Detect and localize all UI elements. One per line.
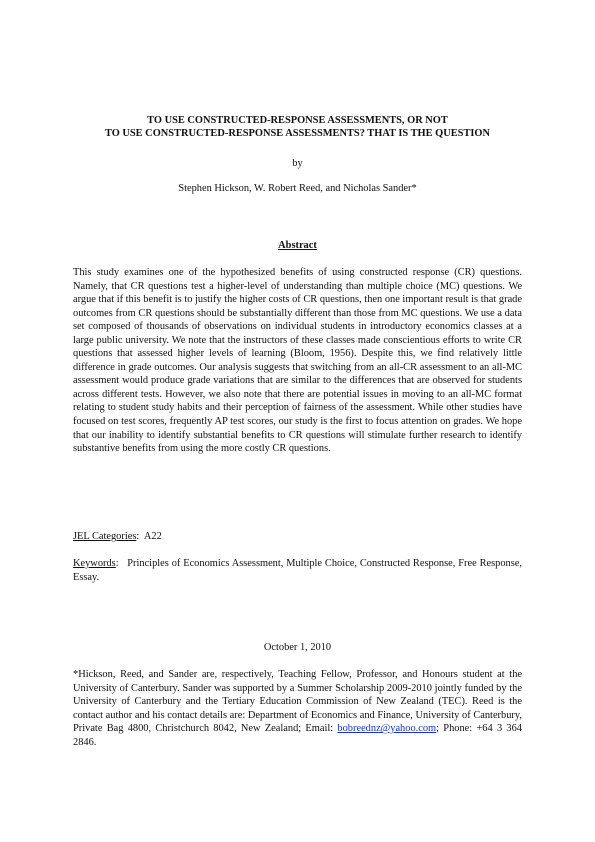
footnote-text: *Hickson, Reed, and Sander are, respectively, Teaching Fellow, Professor, and Honours student at the University of Canterbury. Sander was supported by a Summer Scholarship 2009-2010 jointly funded by the University of Canterbury and the Tertiary Education Commission of New Zealand (TEC). Reed is the contact author and his contact details are: Department of Economics and Finance, University of Canterbury, Private Bag 4800, Christchurch 8042, New Zealand; Email: (73, 669, 522, 735)
byline-by: by (292, 158, 303, 169)
paper-date: October 1, 2010 (263, 642, 332, 653)
keywords: Keywords: Principles of Economics Assessment, Multiple Choice, Constructed Response, Free Response, Essay. (73, 558, 522, 583)
jel-label: JEL Categories (73, 531, 137, 542)
jel-value: A22 (143, 531, 162, 542)
title-line-1: TO USE CONSTRUCTED-RESPONSE ASSESSMENTS, OR NOT (147, 115, 448, 126)
author-list: Stephen Hickson, W. Robert Reed, and Nicholas Sander* (178, 183, 417, 194)
author-footnote (73, 668, 522, 749)
keywords-label: Keywords (73, 558, 116, 569)
abstract-heading: Abstract (278, 240, 317, 251)
jel-categories: JEL Categories: A22 (73, 531, 162, 542)
abstract-text: This study examines one of the hypothesized benefits of using constructed response (CR) questions. Namely, that CR questions test a higher-level of understanding than multiple choice (MC) questions. We argue that if this benefit is to justify the higher costs of CR questions, then one important result is that grade outcomes from CR questions should be substantially different than those from MC questions. We use a data set composed of thousands of observations on individual students in introductory economics classes at a large public university. We note that the instructors of these classes made conscientious efforts to write CR questions that assessed higher levels of learning (Bloom, 1956). Despite this, we find relatively little difference in grade outcomes. Our analysis suggests that switching from an all-CR assessment to an all-MC assessment would produce grade variations that are similar to the differences that are observed for students across different tests. However, we also note that there are potential issues in moving to an all-MC format relating to student study habits and their perception of fairness of the assessment. While other studies have focused on test scores, frequently AP test scores, our study is the first to focus attention on grades. We hope that our inability to identify substantial benefits to CR questions will stimulate further research to identify substantive benefits from using the more costly CR questions. (73, 267, 522, 455)
footnote-phone: ; Phone: +64 3 364 2846. (73, 723, 522, 748)
keywords-value: Principles of Economics Assessment, Multiple Choice, Constructed Response, Free Response, Essay. (73, 558, 522, 583)
paper-title (40, 114, 555, 140)
title-line-2: TO USE CONSTRUCTED-RESPONSE ASSESSMENTS? THAT IS THE QUESTION (104, 128, 491, 139)
email-link[interactable]: bobreednz@yahoo.com (337, 723, 437, 735)
